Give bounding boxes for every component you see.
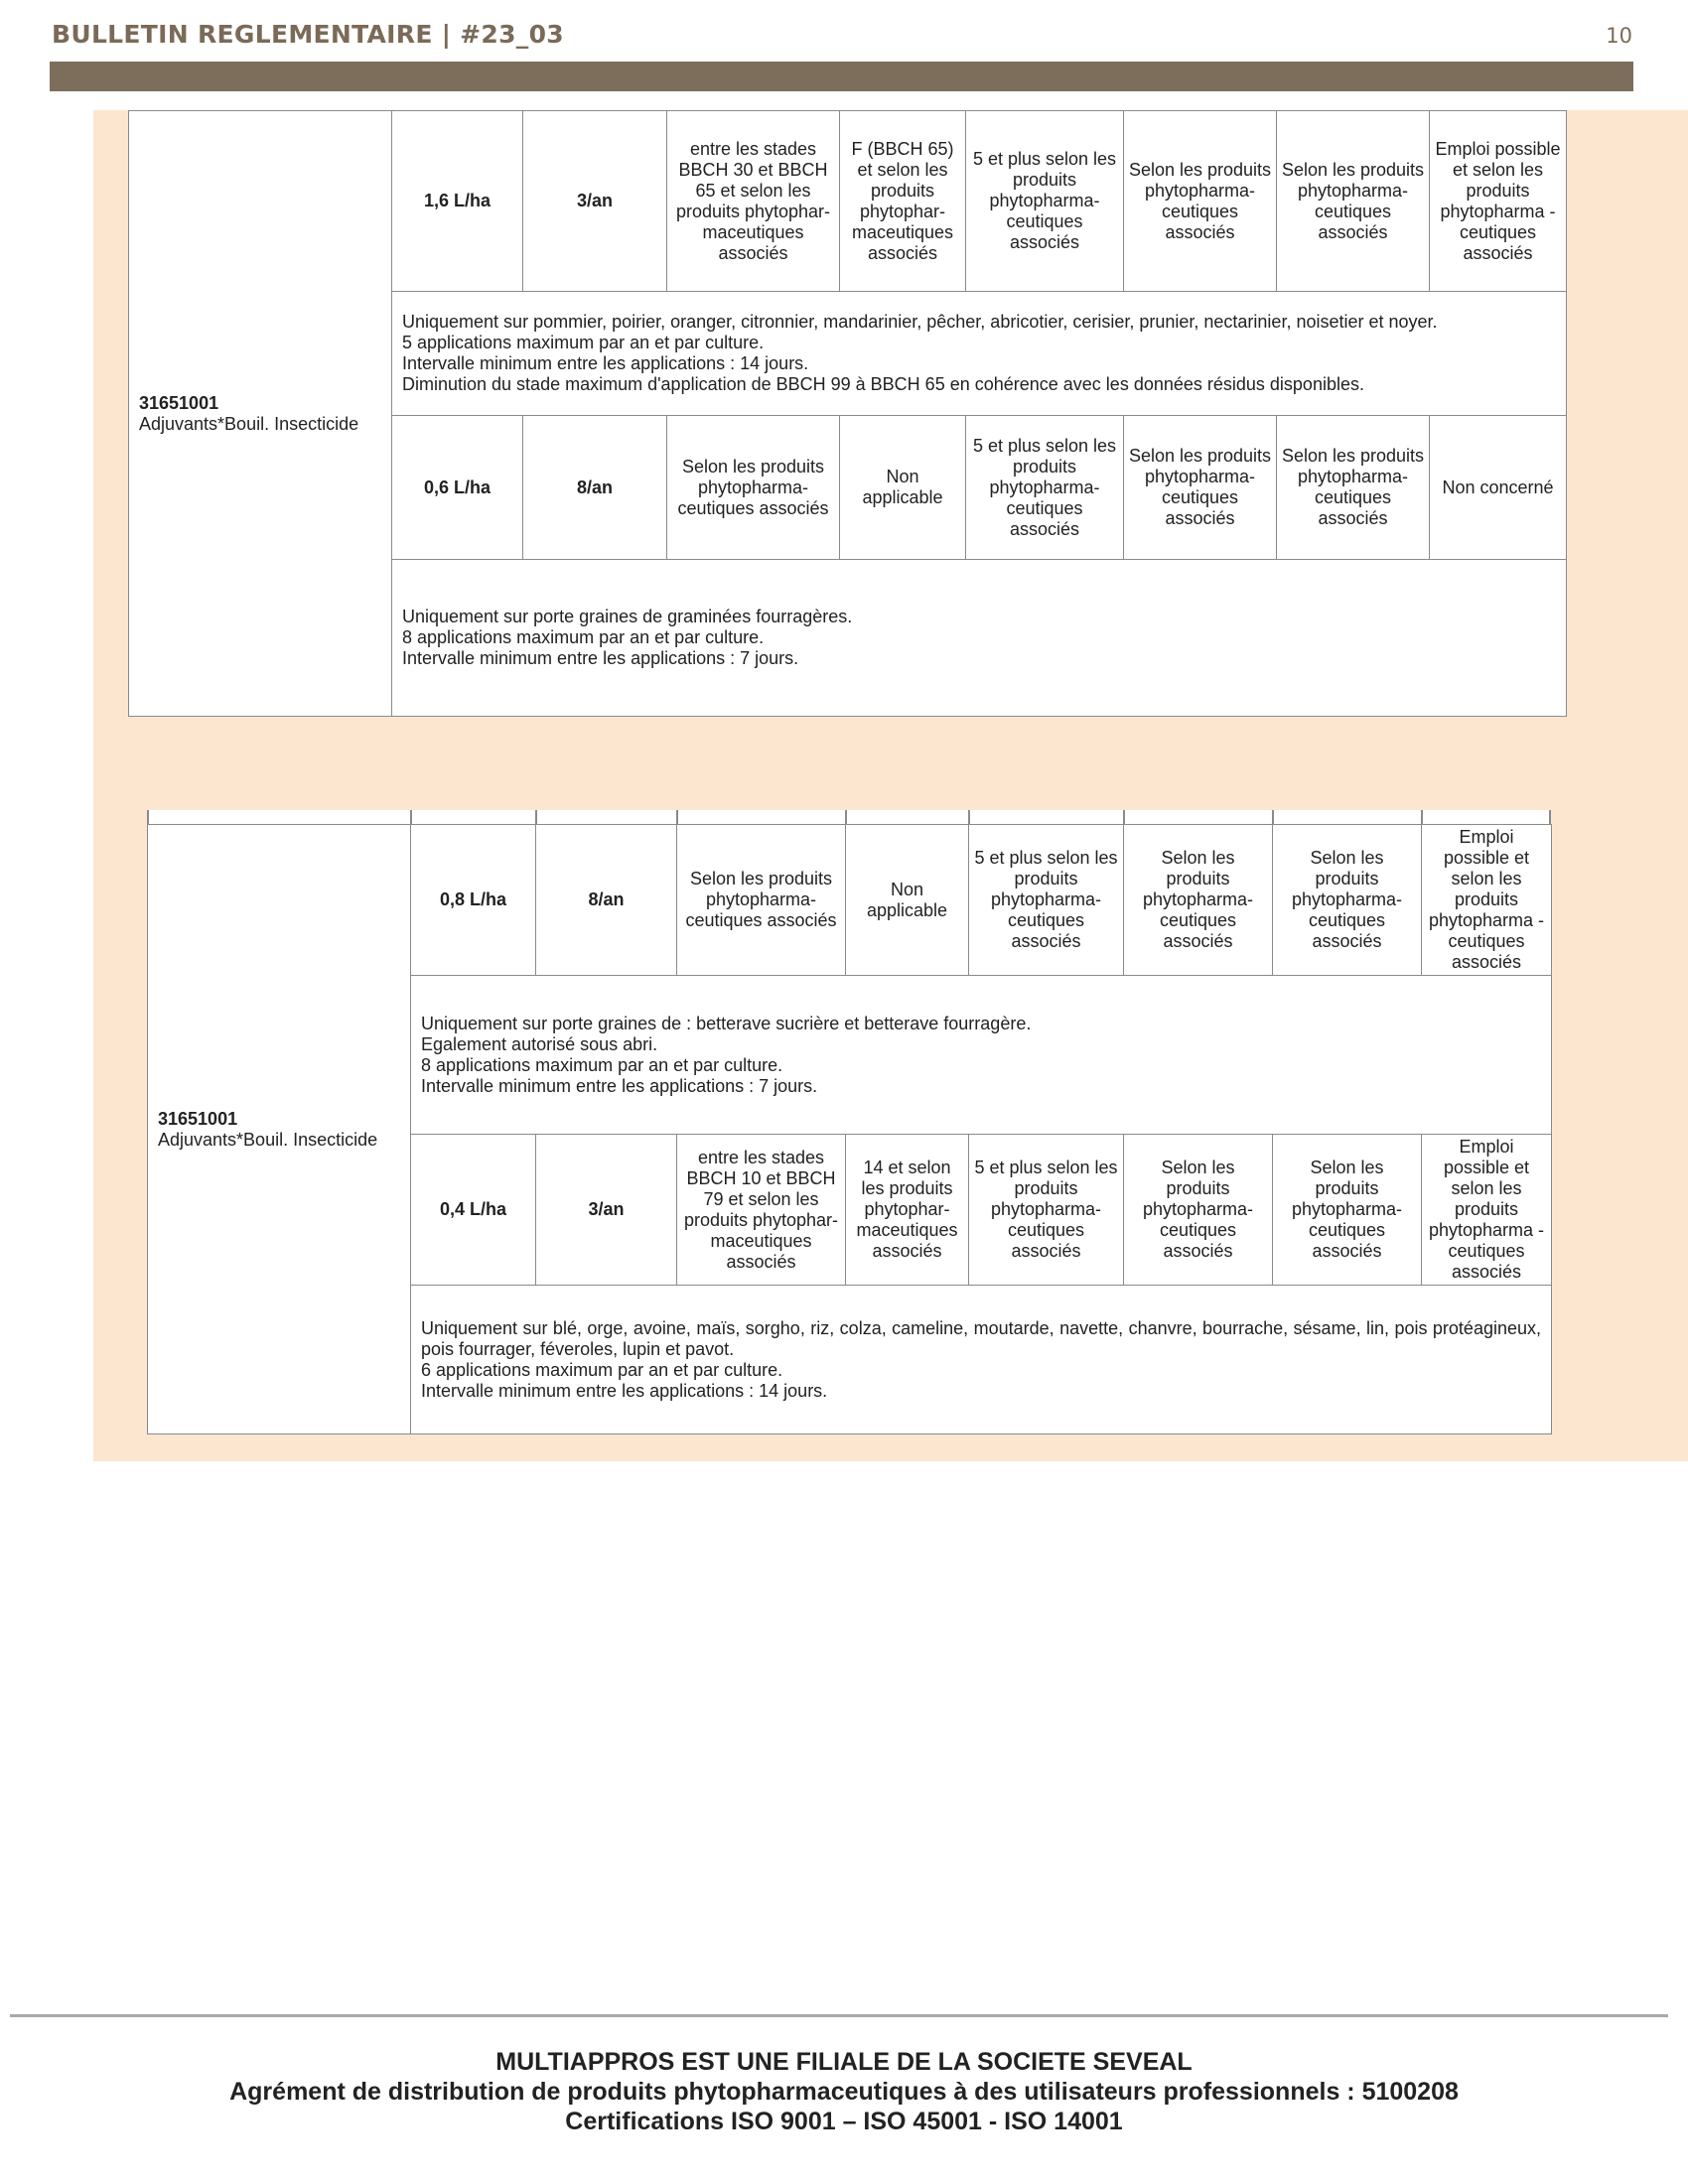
note-line: Intervalle minimum entre les applications : 7 jours. [402,648,799,668]
stage-cell: entre les stades BBCH 30 et BBCH 65 et selon les produits phytophar-maceutiques associés [667,111,840,292]
table-row [129,111,1567,292]
notes-cell [392,560,1567,717]
frequency-cell: 3/an [536,1135,677,1286]
note-line: Uniquement sur pommier, poirier, oranger, citronnier, mandarinier, pêcher, abricotier, cerisier, prunier, nectarinier, noisetier et noyer. [402,312,1438,332]
frequency-cell: 3/an [523,111,667,292]
footer-agreement: Agrément de distribution de produits phytopharmaceutiques à des utilisateurs professionnels : 5100208 [229,2078,1459,2106]
stage-cell: Selon les produits phytopharma-ceutiques associés [677,825,846,976]
notes-cell [411,976,1552,1135]
note-line: Intervalle minimum entre les applications : 7 jours. [421,1075,818,1096]
table-cell: Emploi possible et selon les produits phytopharma -ceutiques associés [1430,111,1567,292]
frequency-cell: 8/an [536,825,677,976]
dar-cell: F (BBCH 65) et selon les produits phytophar-maceutiques associés [840,111,966,292]
zna-cell: 5 et plus selon les produits phytopharma-ceutiques associés [966,416,1124,560]
zna-cell: 5 et plus selon les produits phytopharma-ceutiques associés [966,111,1124,292]
header-bar [50,62,1633,91]
stage-cell: Selon les produits phytopharma-ceutiques associés [667,416,840,560]
table-cell: Selon les produits phytopharma-ceutiques associés [1124,825,1273,976]
frequency-cell: 8/an [523,416,667,560]
table-cell: Emploi possible et selon les produits phytopharma -ceutiques associés [1422,825,1552,976]
note-line: 8 applications maximum par an et par culture. [421,1054,783,1075]
stage-cell: entre les stades BBCH 10 et BBCH 79 et selon les produits phytophar-maceutiques associés [677,1135,846,1286]
dar-cell: Non applicable [840,416,966,560]
dose-cell: 0,4 L/ha [411,1135,536,1286]
note-line: Intervalle minimum entre les applications : 14 jours. [402,353,809,373]
table-cell: Selon les produits phytopharma-ceutiques associés [1124,416,1277,560]
note-line: Egalement autorisé sous abri. [421,1033,658,1054]
note-line: Intervalle minimum entre les applications : 14 jours. [421,1380,828,1401]
footer-certifications: Certifications ISO 9001 – ISO 45001 - ISO 14001 [565,2108,1123,2135]
cropped-table-edge [147,810,1551,824]
note-line: Uniquement sur porte graines de graminées fourragères. [402,607,853,626]
table-cell: Selon les produits phytopharma-ceutiques associés [1273,825,1422,976]
table-cell: Non concerné [1430,416,1567,560]
footer-company: MULTIAPPROS EST UNE FILIALE DE LA SOCIETE SEVEAL [495,2048,1193,2076]
dar-cell: Non applicable [846,825,969,976]
note-line: Uniquement sur blé, orge, avoine, maïs, sorgho, riz, colza, cameline, moutarde, navette, chanvre, bourrache, sésame, lin, pois protéagineux, pois fourrager, féveroles, lupin et pavot. [421,1317,1541,1359]
note-line: Diminution du stade maximum d'application de BBCH 99 à BBCH 65 en cohérence avec les données résidus disponibles. [402,374,1364,394]
bulletin-title: BULLETIN REGLEMENTAIRE | #23_03 [52,20,564,49]
table-cell: Selon les produits phytopharma-ceutiques associés [1277,111,1430,292]
dose-cell: 1,6 L/ha [392,111,523,292]
table-cell: Selon les produits phytopharma-ceutiques associés [1277,416,1430,560]
product-cell [148,825,411,1434]
footer-divider [10,2014,1668,2017]
notes-cell [392,292,1567,416]
table-cell: Emploi possible et selon les produits phytopharma -ceutiques associés [1422,1135,1552,1286]
dar-cell: 14 et selon les produits phytophar-maceutiques associés [846,1135,969,1286]
regulation-table-1 [128,110,1567,717]
note-line: 6 applications maximum par an et par culture. [421,1359,783,1380]
table-cell: Selon les produits phytopharma-ceutiques associés [1124,1135,1273,1286]
page-number: 10 [1606,24,1632,48]
table-row [148,825,1552,976]
zna-cell: 5 et plus selon les produits phytopharma-ceutiques associés [969,1135,1124,1286]
zna-cell: 5 et plus selon les produits phytopharma-ceutiques associés [969,825,1124,976]
product-name: Adjuvants*Bouil. Insecticide [139,413,359,434]
product-code: 31651001 [139,392,219,413]
product-code: 31651001 [158,1108,238,1129]
note-line: Uniquement sur porte graines de : betterave sucrière et betterave fourragère. [421,1013,1032,1033]
table-cell: Selon les produits phytopharma-ceutiques associés [1124,111,1277,292]
footer [0,2047,1688,2136]
note-line: 5 applications maximum par an et par culture. [402,333,765,352]
product-name: Adjuvants*Bouil. Insecticide [158,1129,378,1150]
note-line: 8 applications maximum par an et par culture. [402,627,765,647]
table-cell: Selon les produits phytopharma-ceutiques associés [1273,1135,1422,1286]
notes-cell [411,1286,1552,1434]
dose-cell: 0,6 L/ha [392,416,523,560]
product-cell [129,111,392,717]
dose-cell: 0,8 L/ha [411,825,536,976]
regulation-table-2 [147,824,1552,1434]
